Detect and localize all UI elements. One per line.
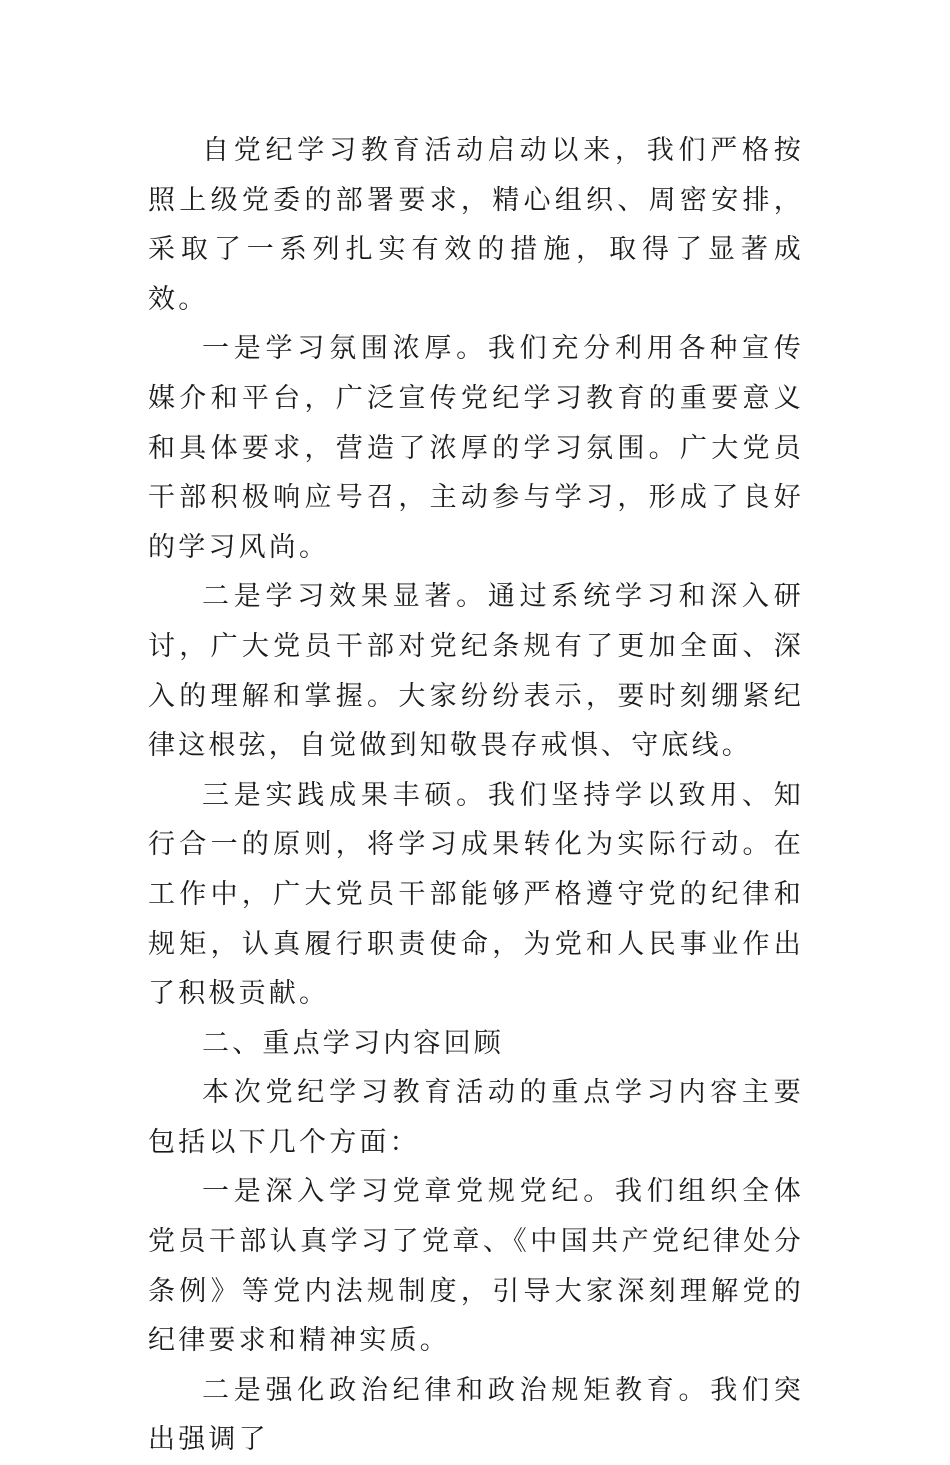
document-body (148, 126, 804, 1465)
paragraph-party-rules: 一是深入学习党章党规党纪。我们组织全体党员干部认真学习了党章、《中国共产党纪律处分条例》等党内法规制度，引导大家深刻理解党的纪律要求和精神实质。 (148, 1176, 804, 1357)
paragraph-intro: 自党纪学习教育活动启动以来，我们严格按照上级党委的部署要求，精心组织、周密安排，采取了一系列扎实有效的措施，取得了显著成效。 (148, 135, 804, 315)
paragraph-learning-atmosphere: 一是学习氛围浓厚。我们充分利用各种宣传媒介和平台，广泛宣传党纪学习教育的重要意义和具体要求，营造了浓厚的学习氛围。广大党员干部积极响应号召，主动参与学习，形成了良好的学习风尚。 (148, 333, 804, 563)
paragraph-section-intro: 本次党纪学习教育活动的重点学习内容主要包括以下几个方面： (148, 1077, 804, 1158)
paragraph-learning-effect: 二是学习效果显著。通过系统学习和深入研讨，广大党员干部对党纪条规有了更加全面、深入的理解和掌握。大家纷纷表示，要时刻绷紧纪律这根弦，自觉做到知敬畏存戒惧、守底线。 (148, 581, 804, 762)
section-heading: 二、重点学习内容回顾 (202, 1027, 504, 1059)
paragraph-practice-results: 三是实践成果丰硕。我们坚持学以致用、知行合一的原则，将学习成果转化为实际行动。在工作中，广大党员干部能够严格遵守党的纪律和规矩，认真履行职责使命，为党和人民事业作出了积极贡献。 (148, 779, 804, 1010)
paragraph-political-discipline: 二是强化政治纪律和政治规矩教育。我们突出强调了 (148, 1374, 804, 1456)
